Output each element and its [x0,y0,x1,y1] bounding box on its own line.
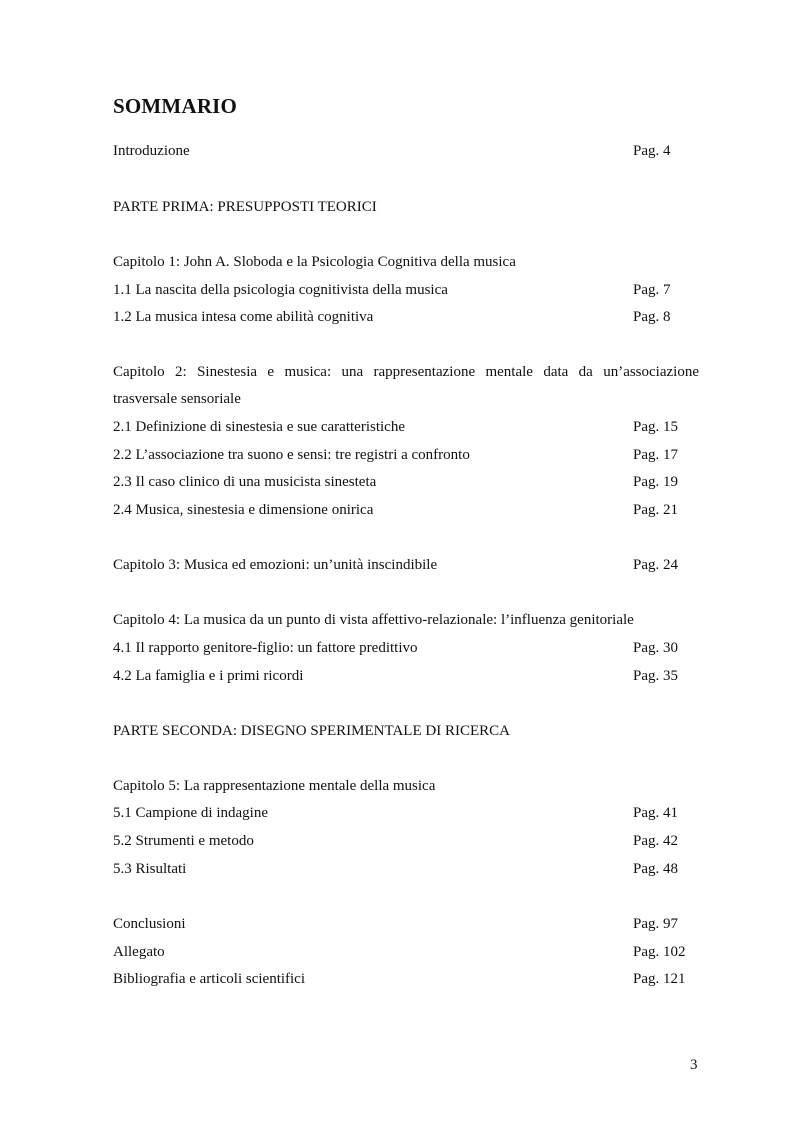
toc-page: Pag. 48 [633,861,678,877]
toc-page: Pag. 102 [633,944,686,960]
toc-label: 2.2 L’associazione tra suono e sensi: tre registri a confronto [113,447,470,463]
toc-page: Pag. 97 [633,916,678,932]
toc-page: Pag. 35 [633,668,678,684]
chapter-label: Capitolo 1: John A. Sloboda e la Psicologia Cognitiva della musica [113,254,516,270]
toc-label: 5.2 Strumenti e metodo [113,833,254,849]
toc-label: 4.2 La famiglia e i primi ricordi [113,668,304,684]
toc-page: Pag. 24 [633,557,678,573]
toc-page: Pag. 8 [633,309,671,325]
chapter-label: Capitolo 4: La musica da un punto di vista affettivo-relazionale: l’influenza genitoriale [113,612,634,628]
part-label: PARTE SECONDA: DISEGNO SPERIMENTALE DI RICERCA [113,723,510,739]
toc-label: Bibliografia e articoli scientifici [113,971,306,987]
toc-label: Allegato [113,944,165,960]
toc-label: 2.3 Il caso clinico di una musicista sinesteta [113,474,377,490]
toc-label: 4.1 Il rapporto genitore-figlio: un fattore predittivo [113,640,418,656]
toc-page: Pag. 15 [633,419,678,435]
toc-label: 2.4 Musica, sinestesia e dimensione onirica [113,502,374,518]
chapter-label-continued: trasversale sensoriale [113,391,241,407]
toc-page: Pag. 30 [633,640,678,656]
toc-page: Pag. 21 [633,502,678,518]
document-title: SOMMARIO [113,94,238,118]
toc-page: Pag. 42 [633,833,678,849]
chapter-label: Capitolo 5: La rappresentazione mentale della musica [113,778,436,794]
toc-page: Pag. 17 [633,447,678,463]
toc-label: 1.2 La musica intesa come abilità cognitiva [113,309,374,325]
chapter-heading-2-line1: Capitolo 2: Sinestesia e musica: una rappresentazione mentale data da un’associazione [113,364,699,380]
toc-page: Pag. 4 [633,143,671,159]
part-label: PARTE PRIMA: PRESUPPOSTI TEORICI [113,199,377,215]
toc-label: 5.1 Campione di indagine [113,805,268,821]
toc-page: Pag. 121 [633,971,686,987]
toc-label: Capitolo 3: Musica ed emozioni: un’unità inscindibile [113,557,438,573]
toc-label: 5.3 Risultati [113,861,187,877]
page-number: 3 [690,1057,698,1073]
toc-label: Conclusioni [113,916,186,932]
toc-label: 1.1 La nascita della psicologia cognitivista della musica [113,282,448,298]
toc-page: Pag. 7 [633,282,671,298]
toc-label: 2.1 Definizione di sinestesia e sue caratteristiche [113,419,405,435]
toc-page: Pag. 19 [633,474,678,490]
toc-label: Introduzione [113,143,190,159]
toc-page: Pag. 41 [633,805,678,821]
